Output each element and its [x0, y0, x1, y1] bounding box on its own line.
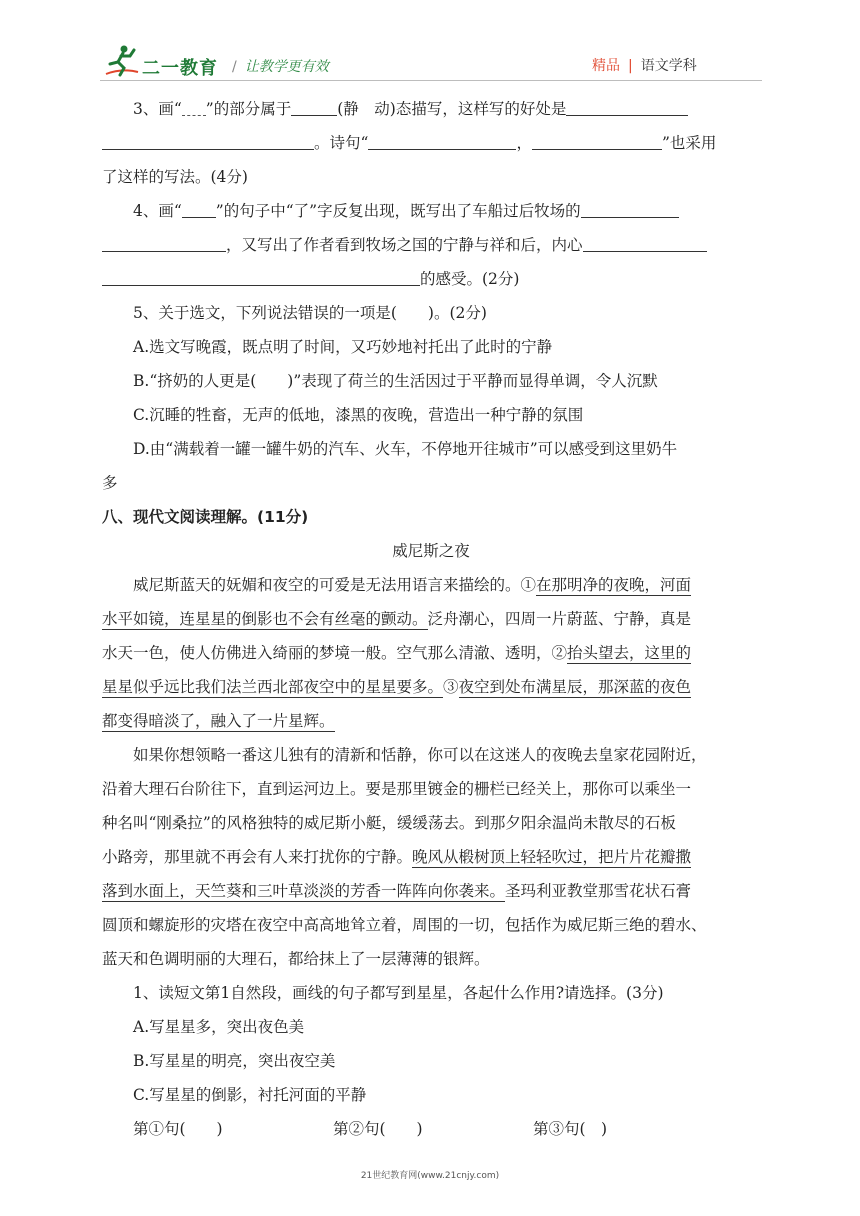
underlined-sentence-1: 在那明净的夜晚，河面 [536, 576, 692, 594]
q5-option-a: A.选文写晚霞，既点明了时间，又巧妙地衬托出了此时的宁静 [133, 338, 553, 356]
page-footer: 21世纪教育网(www.21cnjy.com) [360, 1171, 500, 1181]
page-header [0, 0, 860, 90]
p1-line-5 [102, 704, 760, 738]
p2-line-2: 沿着大理石台阶往下，直到运河边上。要是那里镀金的栅栏已经关上，那你可以乘坐一 [102, 780, 692, 798]
p1-line-4: 星星似乎远比我们法兰西北部夜空中的星星要多。③夜空到处布满星辰，那深蓝的夜色 [102, 678, 692, 696]
p2-line-5: 落到水面上，天竺葵和三叶草淡淡的芳香一阵阵向你袭来。圣玛利亚教堂那雪花状石膏 [102, 882, 692, 900]
underlined-sentence-1-end: 水平如镜，连星星的倒影也不会有丝毫的颤动。 [102, 610, 428, 628]
section-heading: 八、现代文阅读理解。(11分) [102, 508, 309, 526]
p2-line-3: 种名叫“刚桑拉”的风格独特的威尼斯小艇，缓缓荡去。到那夕阳余温尚未散尽的石板 [102, 814, 676, 832]
underlined-sentence-2-end: 星星似乎远比我们法兰西北部夜空中的星星要多。 [102, 678, 444, 696]
q5-stem: 5、关于选文，下列说法错误的一项是( )。(2分) [133, 304, 487, 322]
underlined-sentence-wind-end: 落到水面上，天竺葵和三叶草淡淡的芳香一阵阵向你袭来。 [102, 882, 506, 900]
underlined-sentence-2: 抬头望去，这里的 [567, 644, 692, 662]
logo-text: 二一教育 [142, 58, 218, 79]
answer-slot-3: 第③句( ) [533, 1120, 608, 1138]
p2-line-4: 小路旁，那里就不再会有人来打扰你的宁静。晚风从椴树顶上轻轻吹过，把片片花瓣撒 [102, 848, 692, 866]
document-body [102, 92, 760, 1146]
q5-option-d: D.由“满载着一罐一罐牛奶的汽车、火车，不停地开往城市”可以感受到这里奶牛 [133, 440, 678, 458]
p2-line-7: 蓝天和色调明丽的大理石，都给抹上了一层薄薄的银辉。 [102, 950, 490, 968]
passage-title: 威尼斯之夜 [392, 542, 470, 560]
underlined-sentence-wind: 晚风从椴树顶上轻轻吹过，把片片花瓣撒 [412, 848, 692, 866]
s8-q1-option-b: B.写星星的明亮，突出夜空美 [133, 1052, 336, 1070]
q3-line-1: 3、画“ ”的部分属于 (静 动)态描写，这样写的好处是 [102, 92, 760, 126]
p2-line-1: 如果你想领略一番这儿独有的清新和恬静，你可以在这迷人的夜晚去皇家花园附近， [133, 746, 707, 764]
header-slogan: / 让教学更有效 [232, 59, 329, 75]
answer-slot-1: 第①句( ) [133, 1120, 223, 1138]
subject-label: 语文学科 [640, 58, 697, 74]
slogan-text: 让教学更有效 [244, 59, 329, 75]
header-divider [100, 80, 762, 81]
header-right: 精品 | 语文学科 [592, 58, 697, 74]
q3-line-2: 。诗句“ ， ”也采用 [102, 126, 760, 160]
s8-q1-option-a: A.写星星多，突出夜色美 [133, 1018, 305, 1036]
underlined-sentence-3-end: 都变得暗淡了，融入了一片星辉。 [102, 712, 335, 730]
p2-line-6: 圆顶和螺旋形的灾塔在夜空中高高地耸立着，周围的一切，包括作为威尼斯三绝的碧水、 [102, 916, 707, 934]
q4-line-3: 的感受。(2分) [102, 262, 760, 296]
runner-logo-icon [104, 44, 140, 78]
s8-q1-stem: 1、读短文第1自然段，画线的句子都写到星星，各起什么作用?请选择。(3分) [133, 984, 664, 1002]
p1-line-2: 水平如镜，连星星的倒影也不会有丝毫的颤动。泛舟潮心，四周一片蔚蓝、宁静，真是 [102, 610, 692, 628]
q4-line-1: 4、画“ ”的句子中“了”字反复出现，既写出了车船过后牧场的 [102, 194, 760, 228]
s8-q1-option-c: C.写星星的倒影，衬托河面的平静 [133, 1086, 367, 1104]
answer-slot-2: 第②句( ) [333, 1120, 423, 1138]
underlined-sentence-3: 夜空到处布满星辰，那深蓝的夜色 [458, 678, 692, 696]
q5-option-d-wrap: 多 [102, 474, 118, 492]
q3-line-3: 了这样的写法。(4分) [102, 168, 248, 186]
s8-q1-answers [102, 1112, 760, 1146]
p1-line-1: 威尼斯蓝天的妩媚和夜空的可爱是无法用语言来描绘的。①在那明净的夜晚，河面 [133, 576, 692, 594]
quality-label: 精品 [592, 58, 620, 74]
q4-line-2: ，又写出了作者看到牧场之国的宁静与祥和后，内心 [102, 228, 760, 262]
q5-option-c: C.沉睡的牲畜，无声的低地，漆黑的夜晚，营造出一种宁静的氛围 [133, 406, 584, 424]
p1-line-3: 水天一色，使人仿佛进入绮丽的梦境一般。空气那么清澈、透明，②抬头望去，这里的 [102, 644, 692, 662]
q5-option-b: B.“挤奶的人更是( )”表现了荷兰的生活因过于平静而显得单调，令人沉默 [133, 372, 658, 390]
